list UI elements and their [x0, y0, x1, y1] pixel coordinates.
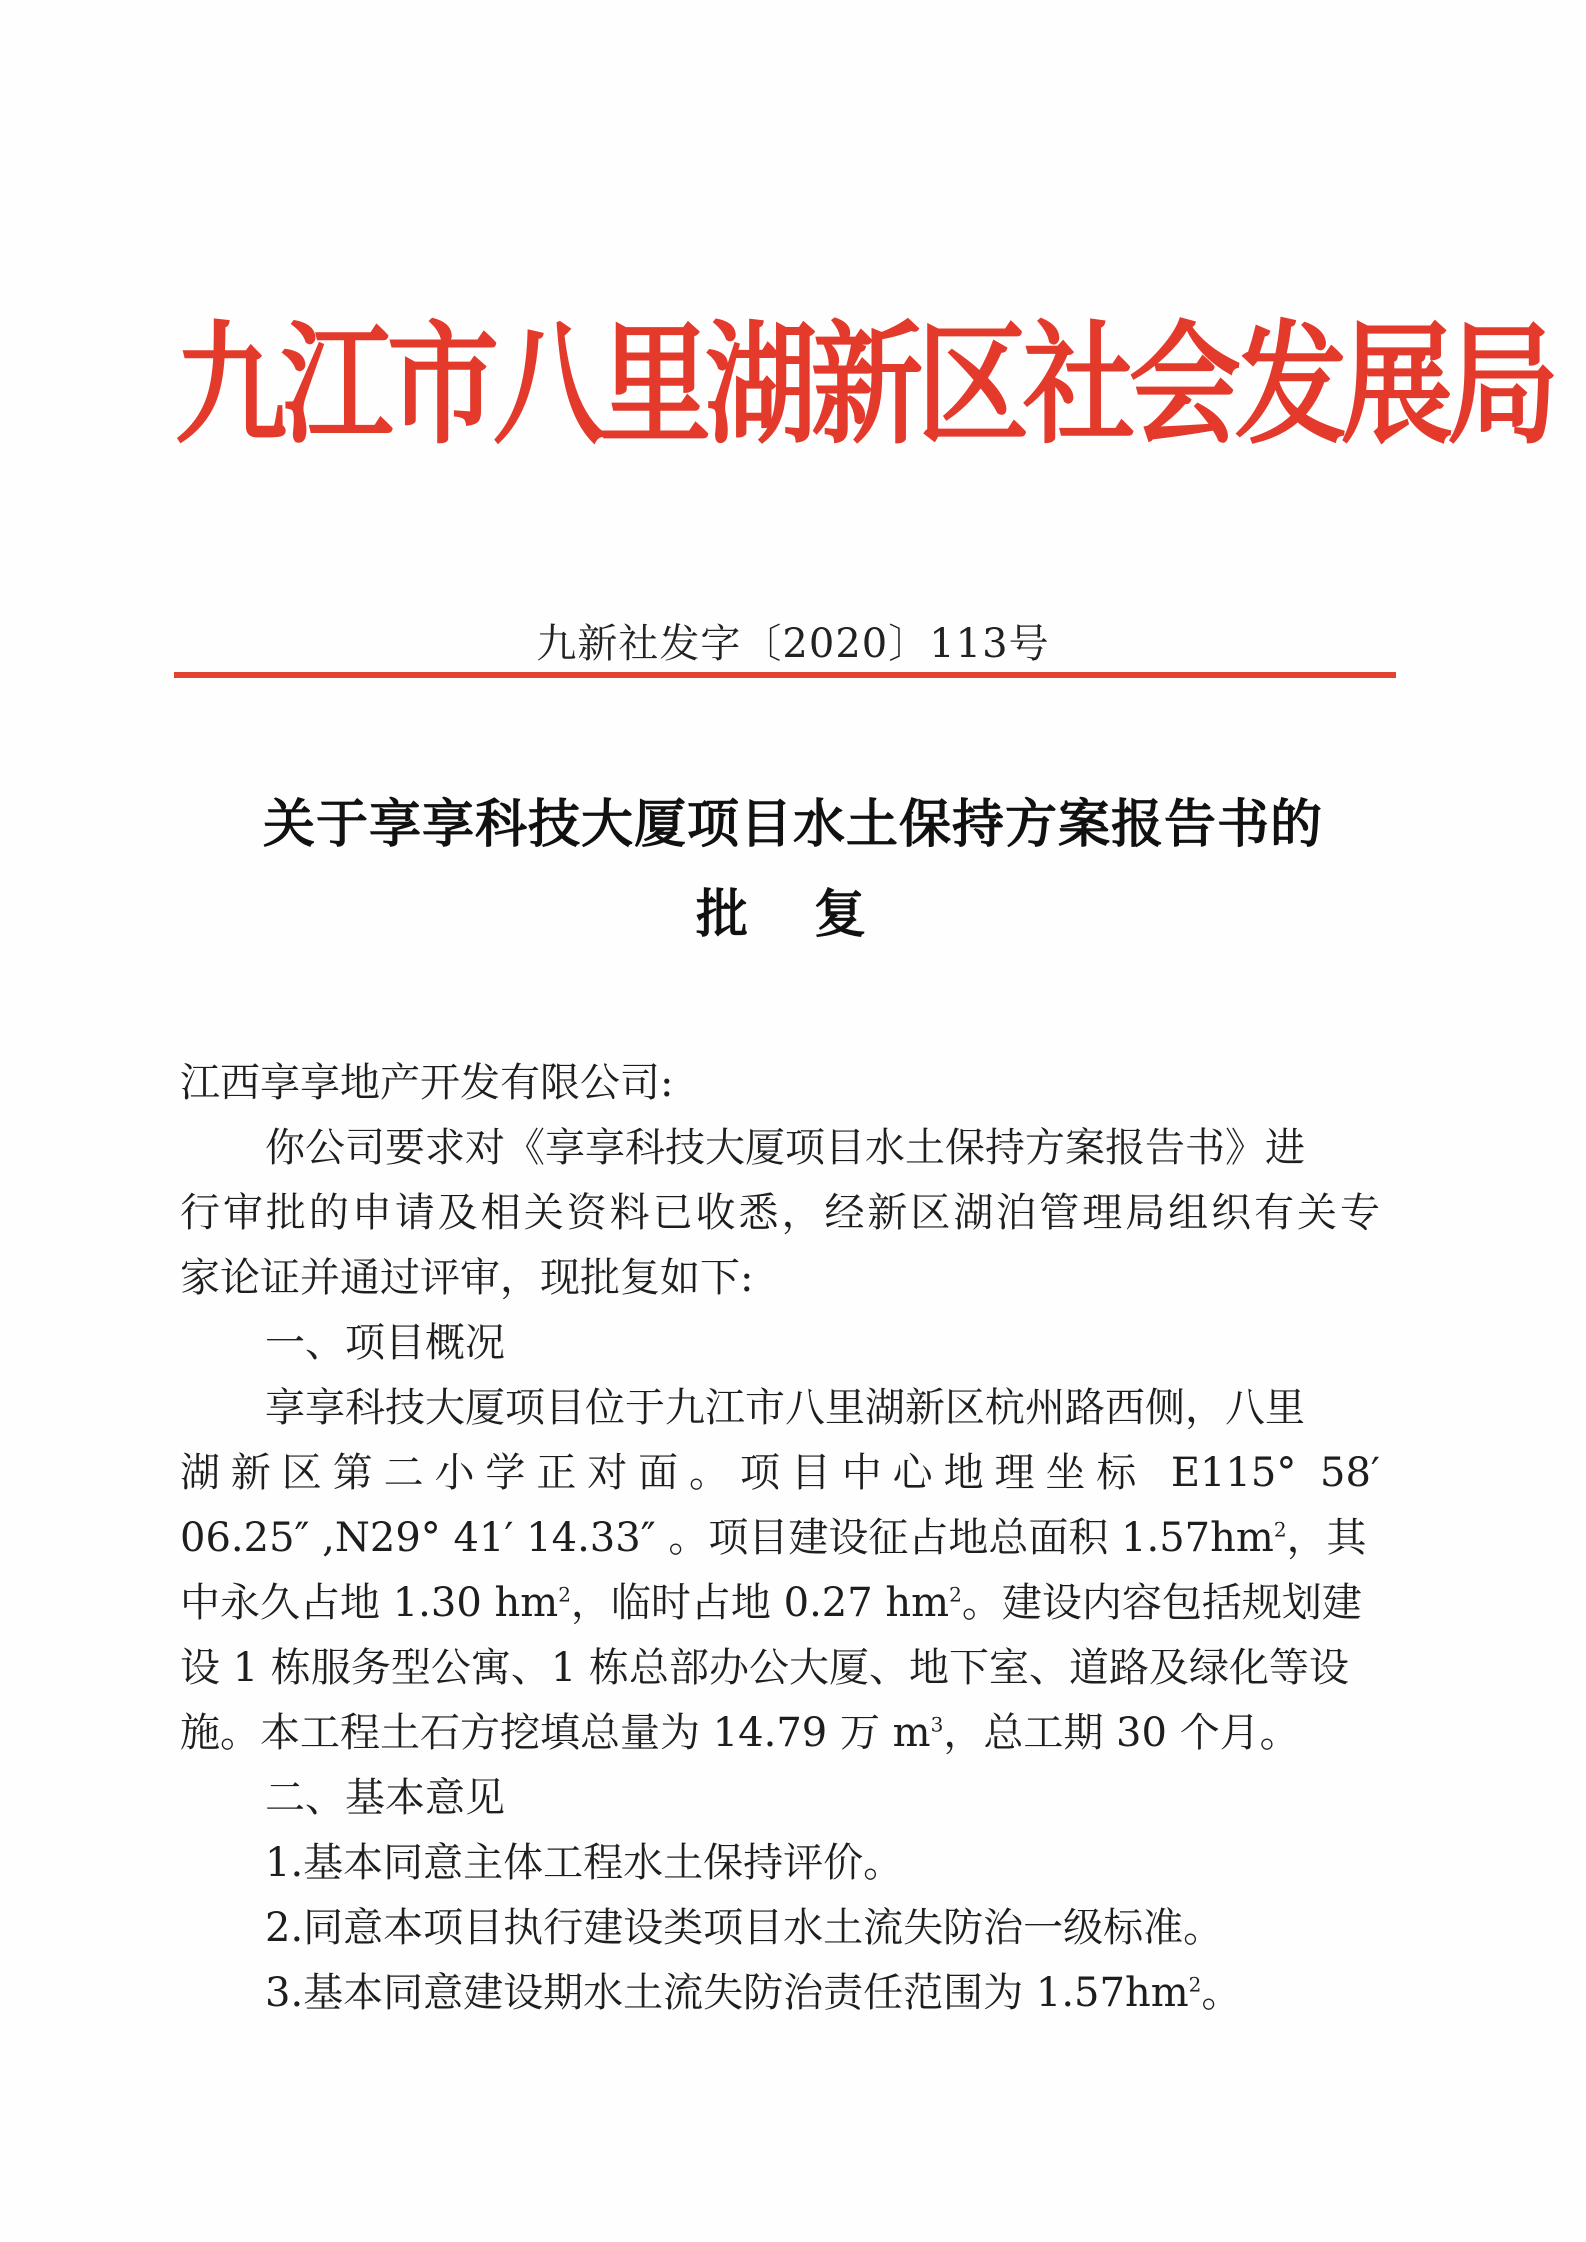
superscript-volume-unit: 3 [930, 1712, 944, 1737]
section-1-line-3-tail: ，其 [1286, 1515, 1367, 1561]
paragraph-1-line-1: 你公司要求对《享享科技大厦项目水土保持方案报告书》进 [265, 1125, 1305, 1171]
section-1-line-4-part-b: ，临时占地 0.27 hm [570, 1580, 950, 1626]
opinion-item-3-tail: 。 [1201, 1970, 1242, 2016]
section-1-line-2: 湖新区第二小学正对面。项目中心地理坐标 E115° 58′ [180, 1450, 1380, 1496]
paragraph-1-line-2: 行审批的申请及相关资料已收悉，经新区湖泊管理局组织有关专 [180, 1190, 1380, 1236]
superscript-area-unit: 2 [1273, 1517, 1287, 1542]
section-1-line-4-part-c: 。建设内容包括规划建 [961, 1580, 1362, 1626]
subject-line-1: 关于享享科技大厦项目水土保持方案报告书的 [262, 794, 1323, 855]
opinion-item-2: 2.同意本项目执行建设类项目水土流失防治一级标准。 [265, 1905, 1224, 1951]
superscript-area-unit: 2 [558, 1582, 571, 1607]
section-1-line-6-part-a: 施。本工程土石方挖填总量为 14.79 万 m [180, 1710, 931, 1756]
agency-title: 九江市八里湖新区社会发展局 [175, 309, 1553, 463]
red-divider-rule [174, 672, 1396, 678]
section-1-line-3-text: 06.25″ ,N29° 41′ 14.33″ 。项目建设征占地总面积 1.57hm [180, 1515, 1274, 1561]
section-2-heading: 二、基本意见 [265, 1775, 505, 1821]
opinion-item-3 [265, 1965, 1465, 2021]
section-1-line-1: 享享科技大厦项目位于九江市八里湖新区杭州路西侧，八里 [265, 1385, 1305, 1431]
subject-line-2: 批 复 [695, 884, 891, 945]
paragraph-1-line-3: 家论证并通过评审，现批复如下: [180, 1255, 754, 1301]
document-number: 九新社发字〔2020〕113号 [536, 621, 1050, 667]
section-1-line-5: 设 1 栋服务型公寓、1 栋总部办公大厦、地下室、道路及绿化等设 [180, 1645, 1350, 1691]
opinion-item-1: 1.基本同意主体工程水土保持评价。 [265, 1840, 904, 1886]
section-1-line-4 [180, 1575, 1380, 1631]
section-1-line-3 [180, 1510, 1380, 1566]
superscript-area-unit: 2 [1188, 1972, 1202, 1997]
opinion-item-3-text: 3.基本同意建设期水土流失防治责任范围为 1.57hm [265, 1970, 1189, 2016]
section-1-line-6-part-b: ，总工期 30 个月。 [943, 1710, 1300, 1756]
superscript-area-unit: 2 [949, 1582, 962, 1607]
section-1-line-4-part-a: 中永久占地 1.30 hm [180, 1580, 559, 1626]
addressee: 江西享享地产开发有限公司: [180, 1060, 674, 1106]
section-1-heading: 一、项目概况 [265, 1320, 505, 1366]
section-1-line-6 [180, 1705, 1380, 1761]
